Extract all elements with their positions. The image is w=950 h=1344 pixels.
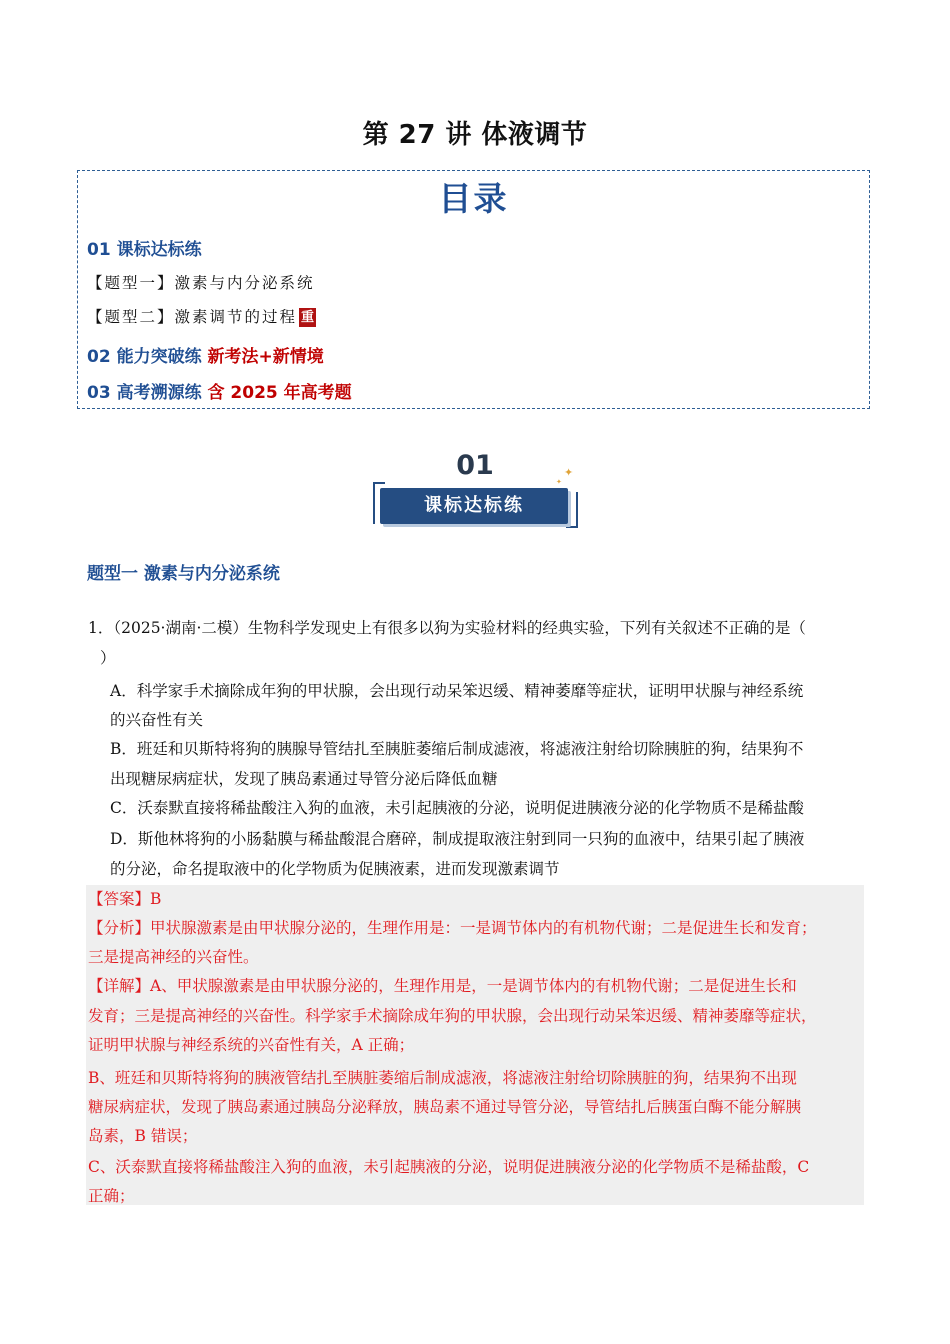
detail-line-2: 发育；三是提高神经的兴奋性。科学家手术摘除成年狗的甲状腺，会出现行动呆笨迟缓、精神萎靡等症状， bbox=[88, 1007, 817, 1025]
toc-item-02[interactable] bbox=[87, 342, 324, 367]
question-stem-cont: ） bbox=[100, 649, 116, 667]
detail-line-8: 正确； bbox=[88, 1187, 135, 1205]
toc-subitem-type1[interactable]: 【题型一】激素与内分泌系统 bbox=[87, 274, 315, 292]
toc-item-01[interactable]: 01 课标达标练 bbox=[87, 240, 202, 260]
option-a: A．科学家手术摘除成年狗的甲状腺，会出现行动呆笨迟缓、精神萎靡等症状，证明甲状腺与神经系统 bbox=[110, 682, 804, 700]
detail-line-7: C、沃泰默直接将稀盐酸注入狗的血液，未引起胰液的分泌，说明促进胰液分泌的化学物质不是稀盐酸，C bbox=[88, 1158, 810, 1176]
toc-item-02-note: 新考法+新情境 bbox=[207, 347, 324, 367]
banner-number: 01 bbox=[456, 450, 494, 481]
analysis-line-cont: 三是提高神经的兴奋性。 bbox=[88, 948, 259, 966]
option-d-cont: 的分泌，命名提取液中的化学物质为促胰液素，进而发现激素调节 bbox=[110, 860, 560, 878]
key-point-badge: 重 bbox=[301, 310, 315, 325]
table-of-contents bbox=[77, 170, 870, 409]
detail-line-3: 证明甲状腺与神经系统的兴奋性有关，A 正确； bbox=[88, 1036, 415, 1054]
sparkle-icon: ✦ bbox=[564, 466, 574, 479]
question-stem: 1．（2025·湖南·二模）生物科学发现史上有很多以狗为实验材料的经典实验，下列有关叙述不正确的是（ bbox=[88, 619, 806, 637]
answer-line: 【答案】B bbox=[88, 890, 162, 908]
option-c: C．沃泰默直接将稀盐酸注入狗的血液，未引起胰液的分泌，说明促进胰液分泌的化学物质不是稀盐酸 bbox=[110, 799, 804, 817]
toc-subitem-type2[interactable] bbox=[87, 305, 316, 327]
option-d: D．斯他林将狗的小肠黏膜与稀盐酸混合磨碎，制成提取液注射到同一只狗的血液中，结果引起了胰液 bbox=[110, 830, 805, 848]
detail-line-4: B、班廷和贝斯特将狗的胰液管结扎至胰脏萎缩后制成滤液，将滤液注射给切除胰脏的狗，结果狗不出现 bbox=[88, 1069, 797, 1087]
section-banner bbox=[370, 450, 580, 530]
option-b: B．班廷和贝斯特将狗的胰腺导管结扎至胰脏萎缩后制成滤液，将滤液注射给切除胰脏的狗，结果狗不 bbox=[110, 740, 804, 758]
option-b-cont: 出现糖尿病症状，发现了胰岛素通过导管分泌后降低血糖 bbox=[110, 770, 498, 788]
toc-subitem-type2-label: 【题型二】激素调节的过程 bbox=[87, 308, 298, 326]
toc-item-03[interactable] bbox=[87, 378, 352, 403]
toc-item-03-note: 含 2025 年高考题 bbox=[207, 383, 352, 403]
option-a-cont: 的兴奋性有关 bbox=[110, 711, 204, 729]
toc-item-03-label: 03 高考溯源练 bbox=[87, 383, 202, 403]
sparkle-small-icon: ✦ bbox=[556, 478, 562, 486]
toc-item-02-label: 02 能力突破练 bbox=[87, 347, 202, 367]
banner-label: 课标达标练 bbox=[424, 495, 524, 516]
toc-heading: 目录 bbox=[438, 179, 509, 218]
analysis-line: 【分析】甲状腺激素是由甲状腺分泌的，生理作用是：一是调节体内的有机物代谢；二是促进生长和发育； bbox=[88, 919, 817, 937]
detail-line-6: 岛素，B 错误； bbox=[88, 1127, 198, 1145]
section-heading: 题型一 激素与内分泌系统 bbox=[87, 564, 280, 584]
page-title: 第 27 讲 体液调节 bbox=[362, 120, 588, 150]
detail-line-5: 糖尿病症状，发现了胰岛素通过胰岛分泌释放，胰岛素不通过导管分泌，导管结扎后胰蛋白酶不能分解胰 bbox=[88, 1098, 802, 1116]
detail-line: 【详解】A、甲状腺激素是由甲状腺分泌的，生理作用是，一是调节体内的有机物代谢；二是促进生长和 bbox=[88, 977, 797, 995]
